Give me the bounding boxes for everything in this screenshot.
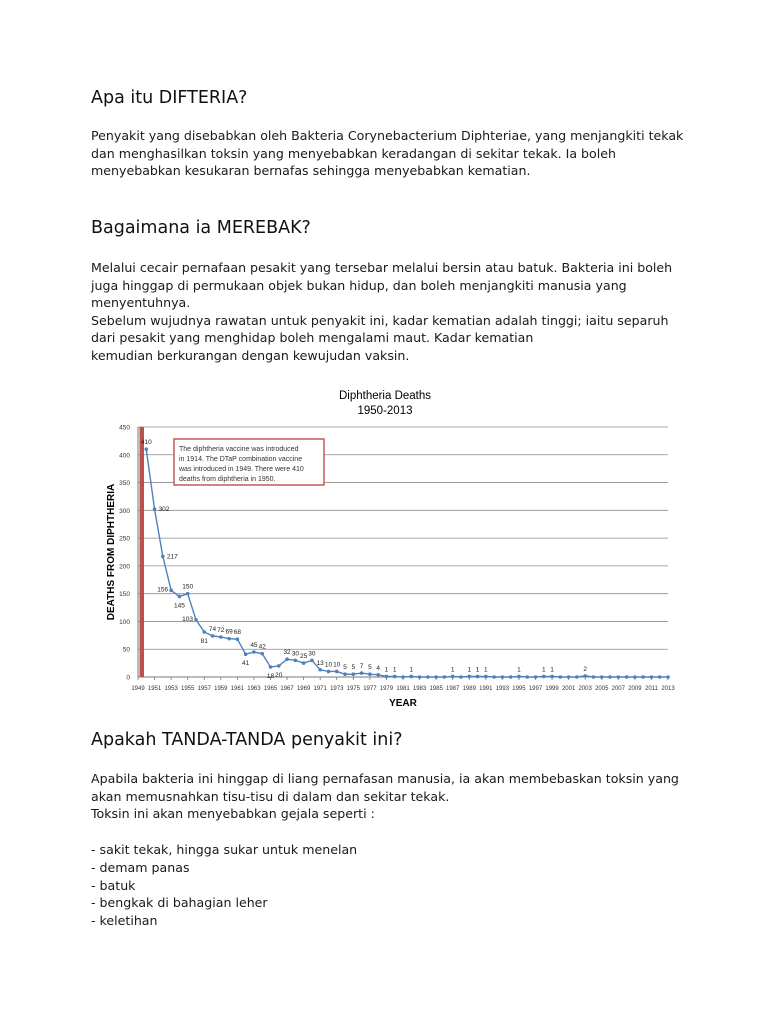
x-tick-label: 1955	[181, 686, 195, 692]
data-point	[451, 675, 455, 679]
data-point	[426, 675, 430, 679]
data-label: 10	[333, 661, 341, 669]
x-tick-label: 1965	[263, 686, 278, 692]
list-item: - keletihan	[91, 913, 158, 929]
x-tick-label: 1967	[280, 686, 294, 692]
data-label: 45	[250, 642, 258, 649]
data-point	[409, 675, 413, 679]
x-tick-label: 1971	[313, 686, 327, 692]
data-label: 10	[324, 661, 333, 669]
chart-subtitle: 1950-2013	[357, 405, 413, 417]
text-line: juga hinggap di permukaan objek bukan hidup, dan boleh menjangkiti manusia yang	[91, 277, 627, 293]
annotation-line: deaths from diphtheria in 1950.	[179, 476, 276, 483]
data-point	[633, 675, 637, 679]
text-line: Toksin ini akan menyebabkan gejala seperti :	[91, 806, 375, 822]
data-point	[617, 675, 621, 679]
list-item: - batuk	[91, 877, 136, 893]
paragraph-definition	[91, 127, 711, 180]
data-label: 20	[275, 671, 283, 679]
data-label: 7	[359, 663, 364, 671]
y-tick-label: 250	[119, 535, 130, 543]
list-item: - sakit tekak, hingga sukar untuk menelan	[91, 842, 358, 857]
data-label: 2	[583, 665, 587, 673]
data-point	[236, 637, 240, 641]
data-point	[285, 657, 289, 661]
data-point	[227, 637, 231, 641]
x-tick-label: 2009	[628, 686, 642, 692]
data-point	[534, 675, 538, 679]
text-line: Penyakit yang disebabkan oleh Bakteria Corynebacterium Diphteriae, yang menjangkiti tekak	[91, 128, 684, 143]
data-point	[650, 675, 654, 679]
x-tick-label: 1961	[230, 686, 245, 692]
data-point	[343, 672, 347, 676]
data-point	[244, 652, 248, 656]
data-point	[608, 675, 612, 679]
data-point	[542, 675, 546, 679]
heading-symptoms: Apakah TANDA-TANDA penyakit ini?	[91, 730, 403, 750]
data-point	[360, 671, 364, 675]
x-tick-label: 1983	[412, 686, 427, 692]
data-point	[625, 675, 629, 679]
x-tick-label: 1979	[379, 686, 394, 692]
x-tick-label: 1993	[495, 686, 510, 692]
data-point	[641, 675, 645, 679]
data-point	[186, 592, 190, 596]
data-point	[194, 618, 198, 622]
x-tick-label: 1953	[164, 686, 178, 692]
x-tick-label: 2003	[578, 686, 592, 692]
data-label: 1	[467, 666, 472, 674]
data-point	[376, 673, 380, 677]
y-tick-label: 50	[122, 646, 130, 654]
data-label: 1	[450, 666, 455, 674]
data-point	[327, 670, 331, 674]
data-point	[385, 675, 389, 679]
list-item: - bengkak di bahagian leher	[91, 895, 268, 911]
data-label: 69	[225, 628, 233, 636]
annotation-line: The diphtheria vaccine was introduced	[179, 446, 299, 453]
data-point	[252, 650, 256, 654]
annotation-line: was introduced in 1949. There were 410	[179, 466, 304, 473]
data-label: 13	[316, 659, 324, 667]
y-tick-label: 300	[119, 507, 130, 515]
data-point	[219, 635, 223, 639]
data-point	[318, 668, 322, 672]
data-label: 41	[242, 660, 250, 668]
data-point	[567, 675, 571, 679]
x-tick-label: 2007	[611, 686, 625, 692]
text-line: akan memusnahkan tisu-tisu di dalam dan sekitar tekak.	[91, 788, 450, 804]
chart-y-ticks	[119, 425, 130, 682]
vaccine-year-marker-bar	[140, 427, 145, 677]
data-label: 5	[368, 664, 372, 672]
data-label: 217	[166, 553, 178, 561]
data-point	[467, 675, 471, 679]
paragraph-symptoms-intro	[91, 770, 711, 823]
x-tick-label: 1969	[296, 686, 311, 692]
data-point	[559, 675, 563, 679]
x-tick-label: 1963	[247, 686, 261, 692]
symptom-list	[91, 841, 357, 930]
paragraph-spread	[91, 259, 711, 365]
list-item: - demam panas	[91, 859, 190, 875]
text-line: kemudian berkurangan dengan kewujudan vaksin.	[91, 347, 410, 363]
chart-x-ticks	[131, 677, 675, 692]
x-tick-label: 2005	[595, 686, 609, 692]
x-tick-label: 1959	[214, 686, 228, 692]
x-tick-label: 1991	[479, 686, 493, 692]
data-point	[169, 589, 173, 593]
data-point	[144, 447, 148, 451]
text-line: dari pesakit yang menghidap boleh mengalami maut. Kadar kematian	[91, 330, 534, 346]
chart-x-axis-label: YEAR	[389, 698, 417, 709]
x-tick-label: 1977	[363, 686, 377, 692]
data-label: 1	[550, 666, 554, 674]
x-tick-label: 1981	[396, 686, 410, 692]
data-label: 18	[266, 673, 275, 680]
y-tick-label: 400	[119, 452, 130, 460]
data-point	[310, 659, 314, 663]
data-label: 5	[343, 664, 347, 672]
data-point	[178, 595, 182, 599]
data-label: 81	[200, 638, 208, 645]
y-tick-label: 200	[119, 563, 130, 571]
diphtheria-deaths-chart	[100, 382, 680, 712]
data-point	[401, 675, 405, 679]
data-point	[277, 664, 281, 668]
data-point	[583, 674, 587, 678]
data-label: 30	[308, 650, 316, 658]
text-line: Melalui cecair pernafaan pesakit yang tersebar melalui bersin atau batuk. Bakteria ini boleh	[91, 260, 673, 275]
data-label: 68	[233, 629, 241, 637]
y-tick-label: 450	[119, 424, 130, 432]
x-tick-label: 1997	[528, 686, 543, 692]
data-point	[202, 630, 206, 634]
data-point	[501, 675, 505, 679]
y-tick-label: 350	[119, 480, 130, 488]
data-label: 30	[291, 650, 299, 658]
x-tick-label: 1949	[131, 686, 145, 692]
data-label: 1	[517, 666, 521, 674]
x-tick-label: 2013	[661, 686, 675, 692]
data-label: 302	[158, 506, 170, 514]
y-tick-label: 150	[119, 591, 130, 599]
x-tick-label: 2011	[644, 686, 658, 692]
text-line: menyebabkan kesukaran bernafas sehingga menyebabkan kematian.	[91, 163, 531, 179]
data-point	[592, 675, 596, 679]
x-tick-label: 1957	[197, 686, 211, 692]
data-point	[509, 675, 513, 679]
data-label: 42	[258, 643, 266, 651]
data-label: 156	[157, 586, 169, 594]
data-point	[153, 507, 157, 511]
x-tick-label: 1987	[446, 686, 460, 692]
data-label: 1	[475, 666, 480, 674]
data-label: 1	[484, 666, 488, 674]
x-tick-label: 1951	[147, 686, 162, 692]
data-point	[161, 555, 165, 559]
data-point	[476, 675, 480, 679]
x-tick-label: 1985	[429, 686, 443, 692]
data-label: 1	[384, 666, 389, 674]
data-point	[393, 675, 397, 679]
data-point	[352, 672, 356, 676]
data-label: 1	[409, 666, 414, 674]
data-point	[434, 675, 438, 679]
data-point	[335, 670, 339, 674]
text-line: Apabila bakteria ini hinggap di liang pernafasan manusia, ia akan membebaskan toksin yang	[91, 771, 679, 786]
data-point	[666, 675, 670, 679]
data-label: 145	[173, 602, 185, 610]
x-tick-label: 1973	[330, 686, 344, 692]
data-point	[368, 672, 372, 676]
x-tick-label: 1989	[462, 686, 476, 692]
data-point	[302, 661, 306, 665]
data-label: 1	[541, 666, 546, 674]
data-label: 4	[376, 664, 380, 672]
data-label: 72	[217, 627, 225, 634]
heading-how-it-spreads: Bagaimana ia MEREBAK?	[91, 218, 311, 238]
data-label: 32	[283, 649, 291, 657]
data-point	[658, 675, 662, 679]
chart-y-axis-label: DEATHS FROM DIPHTHERIA	[106, 483, 117, 621]
chart-annotation-box	[174, 439, 324, 485]
data-point	[484, 675, 488, 679]
x-tick-label: 1975	[346, 686, 360, 692]
data-point	[443, 675, 447, 679]
data-point	[294, 659, 298, 663]
text-line: menyentuhnya.	[91, 295, 191, 311]
x-tick-label: 2001	[561, 686, 576, 692]
data-point	[492, 675, 496, 679]
data-point	[260, 652, 264, 656]
data-point	[525, 675, 529, 679]
text-line: dan menghasilkan toksin yang menyebabkan keradangan di sekitar tekak. Ia boleh	[91, 145, 616, 161]
data-label: 103	[182, 615, 193, 623]
data-point	[418, 675, 422, 679]
data-label: 74	[208, 625, 217, 633]
y-tick-label: 0	[126, 674, 130, 682]
data-point	[517, 675, 521, 679]
data-point	[575, 675, 579, 679]
data-point	[459, 675, 463, 679]
data-label: 150	[182, 583, 194, 591]
data-label: 5	[351, 664, 356, 672]
text-line: Sebelum wujudnya rawatan untuk penyakit ini, kadar kematian adalah tinggi; iaitu separuh	[91, 312, 669, 328]
x-tick-label: 1999	[545, 686, 559, 692]
data-point	[550, 675, 554, 679]
annotation-line: in 1914. The DTaP combination vaccine	[179, 456, 303, 463]
y-tick-label: 100	[119, 618, 130, 626]
heading-what-is-diphtheria: Apa itu DIFTERIA?	[91, 88, 248, 108]
data-point	[269, 665, 273, 669]
x-tick-label: 1995	[512, 686, 526, 692]
chart-title: Diphtheria Deaths	[338, 390, 432, 402]
data-label: 410	[140, 439, 152, 447]
data-label: 1	[392, 666, 397, 674]
data-point	[600, 675, 604, 679]
data-point	[211, 634, 215, 638]
data-label: 25	[300, 653, 308, 661]
